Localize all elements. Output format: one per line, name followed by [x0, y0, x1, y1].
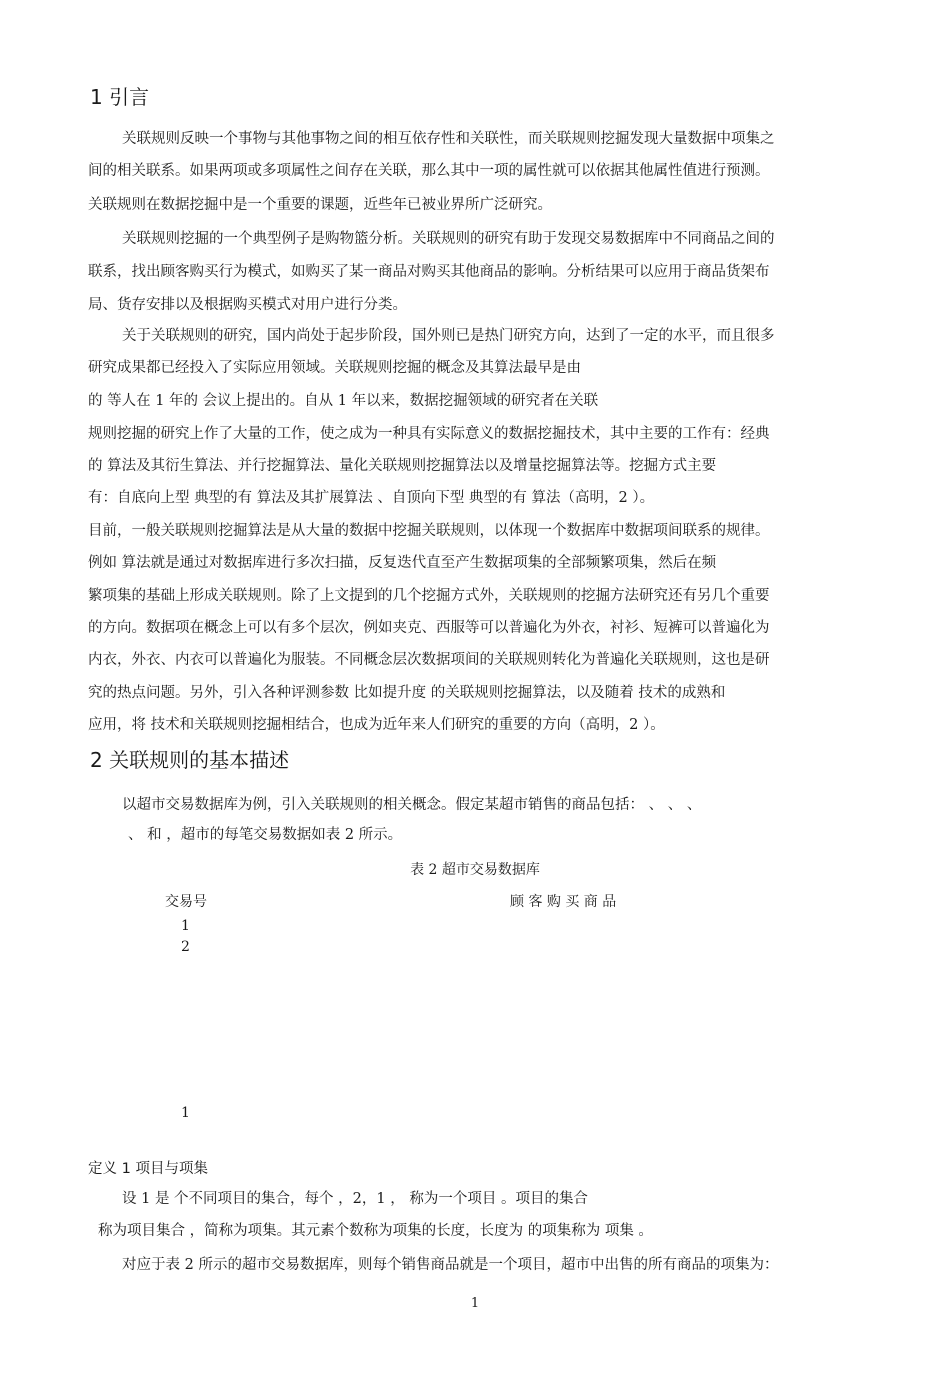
text-line: 、 和 ，超市的每笔交易数据如表 2 所示。 [128, 827, 403, 843]
page-number: 1 [470, 1296, 480, 1311]
table-caption: 表 2 超市交易数据库 [410, 862, 540, 878]
text-line: 以超市交易数据库为例，引入关联规则的相关概念。假定某超市销售的商品包括： 、 、 、 [122, 797, 702, 813]
section-heading-basic-description: 2 关联规则的基本描述 [90, 748, 290, 772]
text-line: 规则挖掘的研究上作了大量的工作，使之成为一种具有实际意义的数据挖掘技术，其中主要的工作有：经典 [88, 426, 770, 442]
text-line: 目前，一般关联规则挖掘算法是从大量的数据中挖掘关联规则，以体现一个数据库中数据项间联系的规律。 [88, 523, 770, 539]
text-line: 繁项集的基础上形成关联规则。除了上文提到的几个挖掘方式外，关联规则的挖掘方法研究还有另几个重要 [88, 588, 770, 604]
text-line: 研究成果都已经投入了实际应用领域。关联规则挖掘的概念及其算法最早是由 [88, 360, 581, 376]
text-line: 有：自底向上型 典型的有 算法及其扩展算法 、自顶向下型 典型的有 算法（高明，2 ）。 [88, 490, 655, 506]
text-line: 关联规则挖掘的一个典型例子是购物篮分析。关联规则的研究有助于发现交易数据库中不同商品之间的 [122, 231, 775, 247]
text-line: 称为项目集合 ，简称为项集。其元素个数称为项集的长度，长度为 的项集称为 项集 。 [98, 1223, 653, 1239]
text-line: 设 1 是 个不同项目的集合，每个 ，2，1 ， 称为一个项目 。项目的集合 [122, 1191, 588, 1207]
text-line: 局、货存安排以及根据购买模式对用户进行分类。 [88, 297, 407, 313]
section-heading-introduction: 1 引言 [90, 85, 150, 109]
text-line: 联系，找出顾客购买行为模式，如购买了某一商品对购买其他商品的影响。分析结果可以应用于商品货架布 [88, 264, 770, 280]
table-cell-id: 2 [181, 939, 190, 955]
table-cell-id: 1 [181, 1105, 190, 1121]
text-line: 关联规则反映一个事物与其他事物之间的相互依存性和关联性，而关联规则挖掘发现大量数据中项集之 [122, 131, 775, 147]
text-line: 关联规则在数据挖掘中是一个重要的课题，近些年已被业界所广泛研究。 [88, 197, 552, 213]
table-header-items: 顾 客 购 买 商 品 [510, 894, 617, 910]
text-line: 对应于表 2 所示的超市交易数据库，则每个销售商品就是一个项目，超市中出售的所有商品的项集为： [122, 1257, 779, 1273]
table-header-transaction-id: 交易号 [165, 894, 207, 910]
text-line: 的 算法及其衍生算法、并行挖掘算法、量化关联规则挖掘算法以及增量挖掘算法等。挖掘方式主要 [88, 458, 717, 474]
text-line: 例如 算法就是通过对数据库进行多次扫描，反复迭代直至产生数据项集的全部频繁项集，然后在频 [88, 555, 717, 571]
text-line: 的方向。数据项在概念上可以有多个层次，例如夹克、西服等可以普遍化为外衣，衬衫、短裤可以普遍化为 [88, 620, 770, 636]
text-line: 内衣，外衣、内衣可以普遍化为服装。不同概念层次数据项间的关联规则转化为普遍化关联规则，这也是研 [88, 652, 770, 668]
text-line: 间的相关联系。如果两项或多项属性之间存在关联，那么其中一项的属性就可以依据其他属性值进行预测。 [88, 163, 770, 179]
text-line: 的 等人在 1 年的 会议上提出的。自从 1 年以来，数据挖掘领域的研究者在关联 [88, 393, 599, 409]
text-line: 究的热点问题。另外，引入各种评测参数 比如提升度 的关联规则挖掘算法，以及随着 技术的成熟和 [88, 685, 726, 701]
definition-title: 定义 1 项目与项集 [88, 1161, 208, 1177]
text-line: 应用，将 技术和关联规则挖掘相结合，也成为近年来人们研究的重要的方向（高明，2 ）。 [88, 717, 665, 733]
table-cell-id: 1 [181, 918, 190, 934]
text-line: 关于关联规则的研究，国内尚处于起步阶段，国外则已是热门研究方向，达到了一定的水平，而且很多 [122, 328, 775, 344]
